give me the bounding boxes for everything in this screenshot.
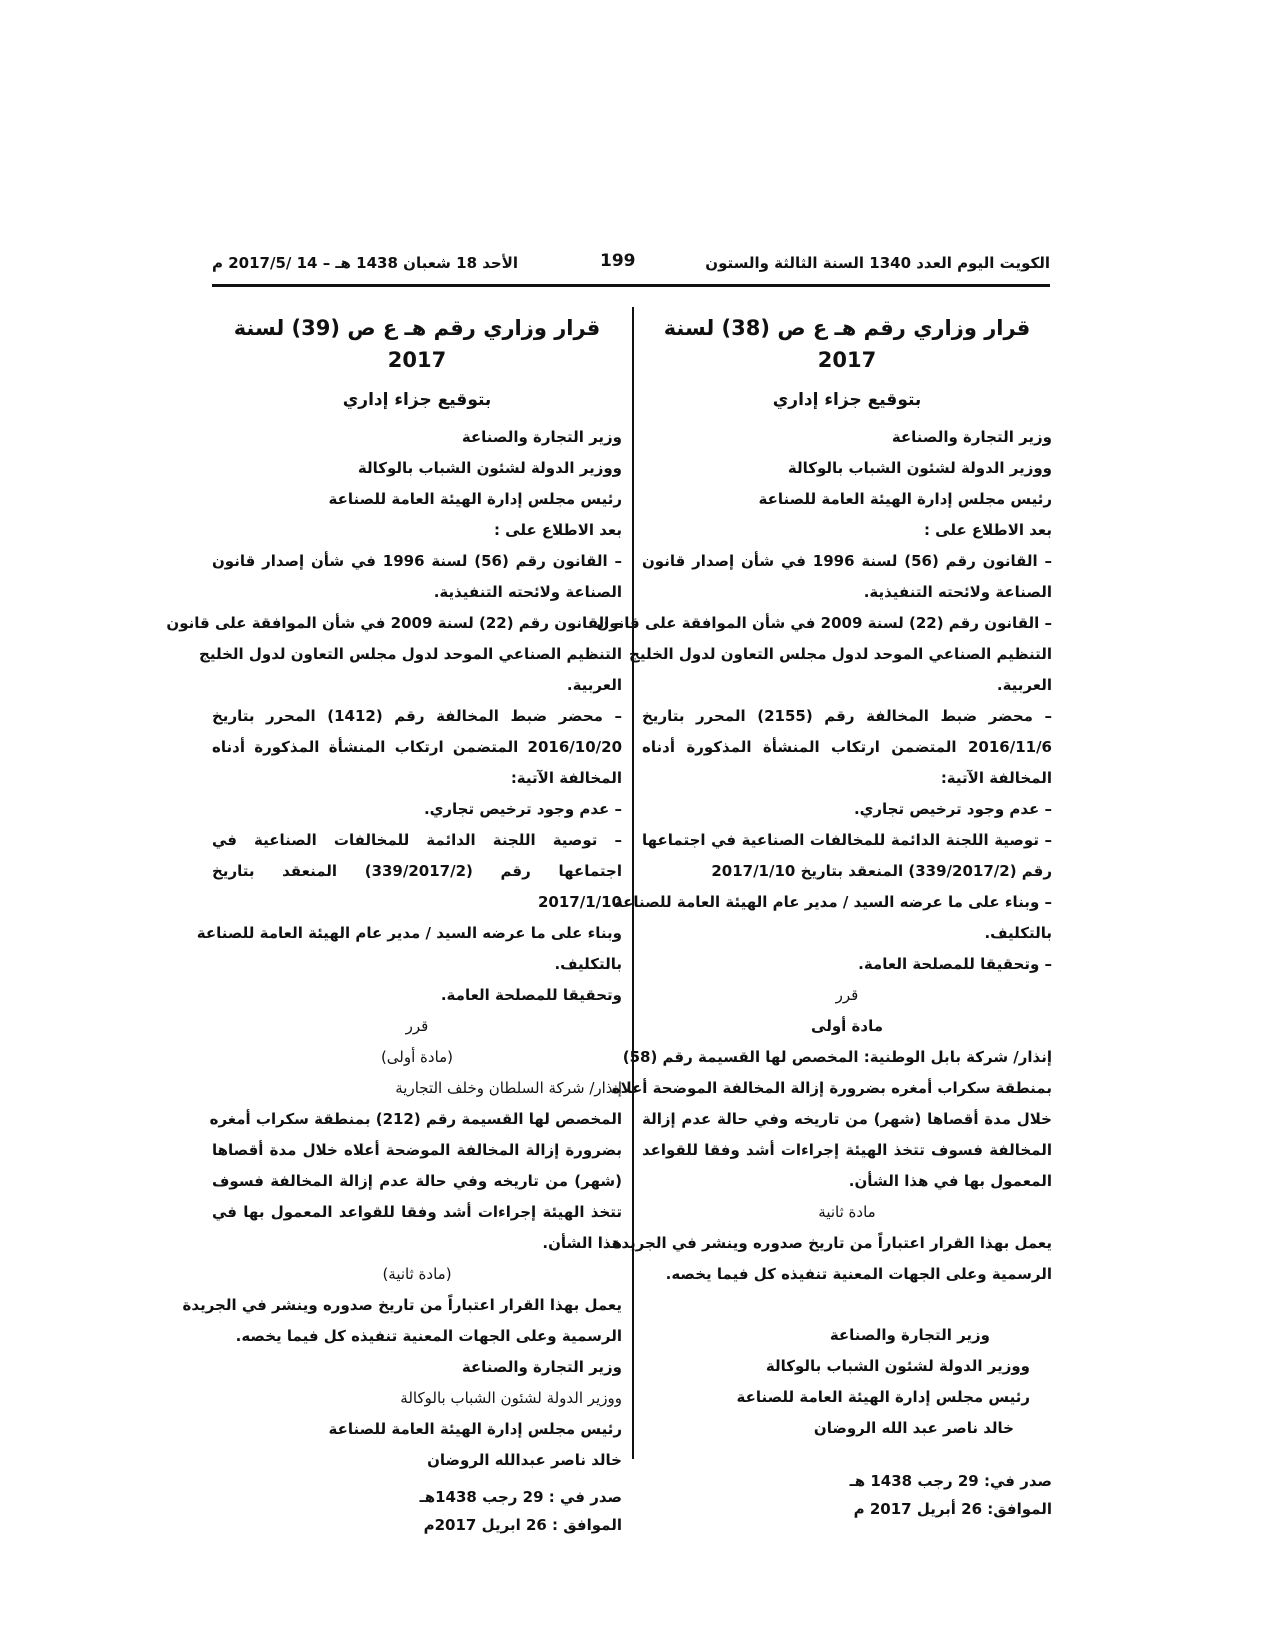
signature-line: خالد ناصر عبد الله الروضان [813, 1419, 1014, 1437]
preamble-line: – محضر ضبط المخالفة رقم (1412) المحرر بتاريخ [212, 707, 623, 725]
article-line: الرسمية وعلى الجهات المعنية تنفيذه كل فيما يخصه. [235, 1327, 622, 1345]
article-line: تتخذ الهيئة إجراءات أشد وفقا للقواعد المعمول بها في [212, 1203, 622, 1221]
article-line: بمنطقة سكراب أمغره بضرورة إزالة المخالفة الموضحة أعلاه [611, 1079, 1052, 1097]
decision-39-title: قرار وزاري رقم هـ ع ص (39) لسنة 2017 [233, 316, 601, 372]
preamble-line: بعد الاطلاع على : [493, 521, 622, 539]
decided-heading: قرر [405, 1017, 429, 1035]
article-line: إنذار/ شركة بابل الوطنية: المخصص لها القسيمة رقم (58) [622, 1048, 1052, 1066]
page-number: 199 [600, 251, 636, 271]
preamble-line: وزير التجارة والصناعة [891, 428, 1052, 446]
decision-38-subtitle: بتوقيع جزاء إداري [772, 390, 922, 410]
issue-date-hijri: صدر في : 29 رجب 1438هـ [419, 1488, 622, 1506]
preamble-line: – توصية اللجنة الدائمة للمخالفات الصناعية في اجتماعها [642, 831, 1052, 849]
preamble-line: ووزير الدولة لشئون الشباب بالوكالة [787, 459, 1052, 477]
preamble-line: بعد الاطلاع على : [923, 521, 1052, 539]
article-line: خلال مدة أقصاها (شهر) من تاريخه وفي حالة عدم إزالة [642, 1110, 1052, 1128]
preamble-line: ووزير الدولة لشئون الشباب بالوكالة [357, 459, 622, 477]
preamble-line: بالتكليف. [984, 924, 1052, 942]
preamble-line: وتحقيقا للمصلحة العامة. [440, 986, 622, 1004]
article-line: المخالفة فسوف تتخذ الهيئة إجراءات أشد وفقا للقواعد [642, 1141, 1052, 1159]
preamble-line: الصناعة ولائحته التنفيذية. [433, 583, 622, 601]
preamble-line: بالتكليف. [554, 955, 622, 973]
article-line: المعمول بها في هذا الشأن. [848, 1172, 1052, 1190]
signature-line: رئيس مجلس إدارة الهيئة العامة للصناعة [736, 1388, 1030, 1406]
preamble-line: وزير التجارة والصناعة [461, 428, 622, 446]
preamble-line: المخالفة الآتية: [510, 769, 622, 787]
article-2-title: (مادة ثانية) [382, 1265, 452, 1283]
decision-39-subtitle: بتوقيع جزاء إداري [342, 390, 492, 410]
preamble-line: التنظيم الصناعي الموحد لدول مجلس التعاون لدول الخليج [629, 645, 1052, 663]
article-line: إنذار/ شركة السلطان وخلف التجارية [395, 1079, 622, 1097]
publication-info: الكويت اليوم العدد 1340 السنة الثالثة والستون [705, 254, 1050, 272]
article-line: يعمل بهذا القرار اعتباراً من تاريخ صدوره وينشر في الجريدة [612, 1234, 1052, 1252]
signature-block [212, 1352, 622, 1476]
preamble-line: – محضر ضبط المخالفة رقم (2155) المحرر بتاريخ [642, 707, 1053, 725]
signature-line: رئيس مجلس إدارة الهيئة العامة للصناعة [328, 1420, 622, 1438]
preamble-line: الصناعة ولائحته التنفيذية. [863, 583, 1052, 601]
preamble-line: العربية. [996, 676, 1052, 694]
preamble-line: – القانون رقم (22) لسنة 2009 في شأن الموافقة على قانون [596, 614, 1052, 632]
article-line: يعمل بهذا القرار اعتباراً من تاريخ صدوره وينشر في الجريدة [182, 1296, 622, 1314]
issue-date-hijri: صدر في: 29 رجب 1438 هـ [849, 1472, 1052, 1490]
signature-line: وزير التجارة والصناعة [461, 1358, 622, 1376]
preamble-line: – وتحقيقا للمصلحة العامة. [858, 955, 1052, 973]
article-line: هذا الشأن. [542, 1234, 622, 1252]
preamble-line: رئيس مجلس إدارة الهيئة العامة للصناعة [758, 490, 1052, 508]
preamble-line: 2016/11/6 المتضمن ارتكاب المنشأة المذكورة أدناه [642, 738, 1052, 756]
preamble-line: – توصية اللجنة الدائمة للمخالفات الصناعية في [212, 831, 622, 849]
preamble-line: – القانون رقم (56) لسنة 1996 في شأن إصدار قانون [212, 552, 622, 570]
signature-line: ووزير الدولة لشئون الشباب بالوكالة [400, 1389, 622, 1407]
header-divider [212, 284, 1050, 287]
article-2-title: مادة ثانية [818, 1203, 876, 1221]
article-line: المخصص لها القسيمة رقم (212) بمنطقة سكراب أمغره [209, 1110, 622, 1128]
page-header [212, 251, 1050, 280]
preamble-line: رقم (339/2017/2) المنعقد بتاريخ 2017/1/10 [711, 862, 1052, 880]
decision-38-title: قرار وزاري رقم هـ ع ص (38) لسنة 2017 [663, 316, 1031, 372]
preamble-line: 2017/1/10 [537, 893, 622, 911]
preamble-line: – القانون رقم (22) لسنة 2009 في شأن الموافقة على قانون [166, 614, 622, 632]
signature-line: خالد ناصر عبدالله الروضان [427, 1451, 622, 1469]
preamble-line: 2016/10/20 المتضمن ارتكاب المنشأة المذكورة أدناه [212, 738, 622, 756]
article-1-title: مادة أولى [811, 1017, 883, 1035]
issue-date-gregorian: الموافق : 26 ابريل 2017م [423, 1516, 622, 1534]
issue-date-gregorian: الموافق: 26 أبريل 2017 م [853, 1500, 1052, 1518]
preamble-line: التنظيم الصناعي الموحد لدول مجلس التعاون لدول الخليج [199, 645, 622, 663]
preamble-line: – عدم وجود ترخيص تجاري. [423, 800, 622, 818]
decided-heading: قرر [835, 986, 859, 1004]
article-line: (شهر) من تاريخه وفي حالة عدم إزالة المخالفة فسوف [212, 1172, 622, 1190]
issue-date: الأحد 18 شعبان 1438 هـ – 14 /2017/5 م [212, 254, 519, 272]
preamble-line: رئيس مجلس إدارة الهيئة العامة للصناعة [328, 490, 622, 508]
decision-38-column [596, 312, 1053, 1521]
preamble-line: اجتماعها رقم (339/2017/2) المنعقد بتاريخ [212, 862, 622, 880]
preamble-line: – وبناء على ما عرضه السيد / مدير عام الهيئة العامة للصناعة [614, 893, 1052, 911]
signature-block [642, 1320, 1052, 1444]
preamble-line: المخالفة الآتية: [940, 769, 1052, 787]
article-1-title: (مادة أولى) [380, 1048, 454, 1066]
preamble-line: العربية. [566, 676, 622, 694]
article-line: بضرورة إزالة المخالفة الموضحة أعلاه خلال مدة أقصاها [212, 1141, 622, 1159]
signature-line: ووزير الدولة لشئون الشباب بالوكالة [765, 1357, 1030, 1375]
preamble-line: – عدم وجود ترخيص تجاري. [853, 800, 1052, 818]
decision-39-column [166, 312, 623, 1537]
article-line: الرسمية وعلى الجهات المعنية تنفيذه كل فيما يخصه. [665, 1265, 1052, 1283]
signature-line: وزير التجارة والصناعة [829, 1326, 990, 1344]
preamble-line: وبناء على ما عرضه السيد / مدير عام الهيئة العامة للصناعة [196, 924, 622, 942]
preamble-line: – القانون رقم (56) لسنة 1996 في شأن إصدار قانون [642, 552, 1052, 570]
column-divider [632, 307, 634, 1459]
